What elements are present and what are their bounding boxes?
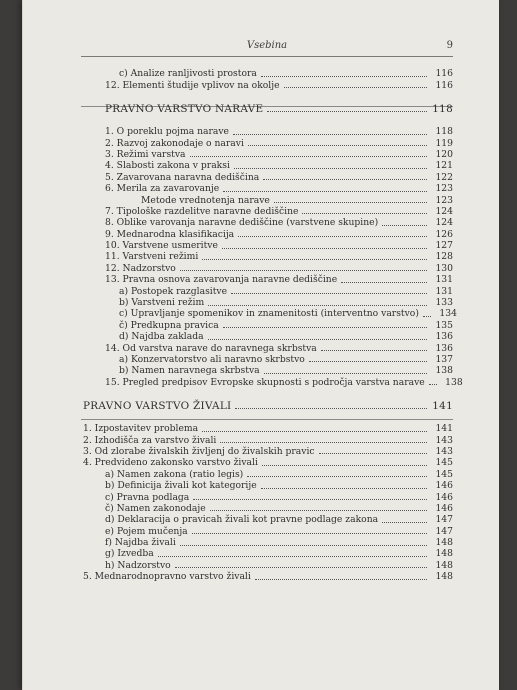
toc-entry-page: 127	[435, 240, 453, 252]
dot-leader	[382, 522, 427, 523]
toc-entry	[83, 285, 453, 296]
toc-entry-title: 5. Zavarovana naravna dediščina	[105, 171, 260, 183]
toc-entry-title: b) Varstveni režim	[119, 297, 205, 309]
dot-leader	[319, 453, 427, 454]
toc-entry-page: 119	[435, 137, 453, 149]
dot-leader	[238, 236, 427, 237]
toc-entry	[83, 68, 453, 79]
dot-leader	[274, 202, 427, 203]
toc-entry-page: 148	[435, 537, 453, 549]
toc-entry	[83, 446, 453, 457]
toc-entry-page: 138	[435, 365, 453, 377]
toc-entry	[83, 525, 453, 536]
dot-leader	[180, 545, 427, 546]
toc-entry-title: 3. Režimi varstva	[105, 148, 186, 160]
toc-entry-page: 146	[435, 480, 453, 492]
toc-entry-page: 131	[435, 274, 453, 286]
toc-entry-page: 123	[435, 194, 453, 206]
toc-entry-page: 143	[435, 445, 453, 457]
toc-entry-title: 1. O poreklu pojma narave	[105, 126, 229, 138]
toc-entry	[83, 571, 453, 582]
toc-entry-page: 122	[435, 171, 453, 183]
toc-entry-title: e) Pojem mučenja	[105, 525, 188, 537]
toc-entry-title: b) Definicija živali kot kategorije	[105, 480, 257, 492]
toc-entry-page: 118	[432, 102, 453, 115]
toc-entry	[83, 468, 453, 479]
toc-entry	[83, 228, 453, 239]
toc-entry	[83, 149, 453, 160]
toc-entry-title: a) Postopek razglasitve	[119, 285, 228, 297]
toc-entry	[83, 194, 453, 205]
toc-entry	[83, 171, 453, 182]
toc-entry-title: c) Upravljanje spomenikov in znamenitosti (interventno varstvo)	[119, 308, 419, 320]
dot-leader	[158, 556, 427, 557]
page-number: 9	[446, 40, 453, 51]
toc-entry-page: 134	[439, 308, 457, 320]
toc-entry-page: 120	[435, 148, 453, 160]
dot-leader	[180, 270, 427, 271]
dot-leader	[429, 384, 437, 385]
table-of-contents	[83, 68, 463, 583]
toc-entry-page: 138	[445, 376, 463, 388]
toc-entry	[83, 262, 453, 273]
toc-entry	[83, 308, 457, 320]
toc-entry	[83, 354, 453, 365]
dot-leader	[255, 579, 427, 580]
toc-entry	[83, 206, 453, 217]
dot-leader	[267, 111, 427, 112]
toc-entry-page: 116	[435, 68, 453, 80]
toc-entry-page: 147	[435, 514, 453, 526]
dot-leader	[263, 179, 427, 180]
dot-leader	[192, 533, 427, 534]
dot-leader	[284, 87, 427, 88]
toc-entry-page: 118	[435, 126, 453, 138]
toc-entry-title: 4. Predvideno zakonsko varstvo živali	[83, 457, 258, 469]
dot-leader	[233, 134, 427, 135]
toc-entry-title: 11. Varstveni režimi	[105, 251, 199, 263]
dot-leader	[202, 259, 427, 260]
toc-entry-title: h) Nadzorstvo	[105, 559, 171, 571]
toc-entry-page: 136	[435, 331, 453, 343]
toc-entry	[83, 319, 453, 330]
toc-entry-page: 126	[435, 228, 453, 240]
toc-entry-page: 116	[435, 79, 453, 91]
dot-leader	[321, 350, 427, 351]
toc-entry-page: 145	[435, 468, 453, 480]
dot-leader	[231, 293, 427, 294]
toc-entry-title: 9. Mednarodna klasifikacija	[105, 228, 235, 240]
toc-entry	[83, 240, 453, 251]
dot-leader	[223, 191, 427, 192]
toc-entry	[83, 183, 453, 194]
dot-leader	[247, 476, 427, 477]
toc-entry-title: 2. Razvoj zakonodaje o naravi	[105, 137, 244, 149]
spacer	[83, 388, 453, 399]
spacer	[83, 91, 453, 102]
toc-entry	[83, 160, 453, 171]
spacer	[83, 412, 453, 423]
dot-leader	[208, 305, 427, 306]
toc-entry-page: 136	[435, 342, 453, 354]
dot-leader	[235, 408, 427, 409]
toc-entry-page: 141	[435, 423, 453, 435]
toc-entry-title: č) Namen zakonodaje	[105, 502, 206, 514]
toc-entry	[83, 434, 453, 445]
running-title: Vsebina	[246, 40, 288, 51]
toc-entry-title: 14. Od varstva narave do naravnega skrbstva	[105, 342, 317, 354]
toc-entry	[83, 331, 453, 342]
dot-leader	[222, 248, 427, 249]
spacer	[83, 115, 453, 126]
toc-entry	[83, 503, 453, 514]
dot-leader	[220, 442, 427, 443]
toc-entry-page: 124	[435, 217, 453, 229]
dot-leader	[248, 145, 427, 146]
toc-entry	[83, 126, 453, 137]
toc-section-heading	[83, 399, 453, 412]
toc-entry-title: c) Pravna podlaga	[105, 491, 190, 503]
toc-entry	[83, 137, 453, 148]
toc-entry-title: PRAVNO VARSTVO ŽIVALI	[83, 399, 232, 412]
toc-entry-page: 143	[435, 434, 453, 446]
toc-entry-title: 1. Izpostavitev problema	[83, 423, 199, 435]
toc-entry	[83, 217, 453, 228]
dot-leader	[175, 567, 427, 568]
dot-leader	[264, 373, 427, 374]
toc-entry-title: 10. Varstvene usmeritve	[105, 240, 218, 252]
toc-entry-page: 124	[435, 205, 453, 217]
toc-entry-page: 130	[435, 262, 453, 274]
toc-section-heading	[83, 102, 453, 115]
toc-entry-page: 147	[435, 525, 453, 537]
toc-entry-title: 4. Slabosti zakona v praksi	[105, 160, 230, 172]
toc-entry-title: 5. Mednarodnopravno varstvo živali	[83, 571, 251, 583]
toc-entry-title: 15. Pregled predpisov Evropske skupnosti s področja varstva narave	[105, 376, 425, 388]
toc-entry	[83, 251, 453, 262]
dot-leader	[208, 339, 427, 340]
toc-entry-page: 137	[435, 353, 453, 365]
toc-entry	[83, 342, 453, 353]
toc-entry-title: a) Konzervatorstvo ali naravno skrbstvo	[119, 353, 305, 365]
toc-entry-title: d) Deklaracija o pravicah živali kot pravne podlage zakona	[105, 514, 379, 526]
dot-leader	[210, 510, 427, 511]
toc-entry-page: 146	[435, 502, 453, 514]
toc-entry-title: Metode vrednotenja narave	[141, 194, 270, 206]
toc-entry-page: 145	[435, 457, 453, 469]
toc-entry-title: d) Najdba zaklada	[119, 331, 204, 343]
toc-entry-title: PRAVNO VARSTVO NARAVE	[105, 102, 264, 115]
toc-entry-title: c) Analize ranljivosti prostora	[119, 68, 257, 80]
dot-leader	[193, 499, 427, 500]
dot-leader	[341, 282, 427, 283]
dot-leader	[223, 327, 427, 328]
toc-entry-title: f) Najdba živali	[105, 537, 176, 549]
toc-entry-title: g) Izvedba	[105, 548, 154, 560]
toc-entry-page: 148	[435, 559, 453, 571]
toc-entry-title: a) Namen zakona (ratio legis)	[105, 468, 244, 480]
toc-entry-title: 8. Oblike varovanja naravne dediščine (varstvene skupine)	[105, 217, 379, 229]
toc-entry	[83, 79, 453, 90]
toc-entry-page: 146	[435, 491, 453, 503]
toc-entry	[83, 548, 453, 559]
toc-entry-page: 131	[435, 285, 453, 297]
toc-entry-page: 141	[432, 399, 453, 412]
dot-leader	[262, 465, 427, 466]
dot-leader	[382, 225, 427, 226]
dot-leader	[302, 213, 427, 214]
dot-leader	[309, 361, 427, 362]
toc-entry	[83, 480, 453, 491]
toc-entry-page: 133	[435, 297, 453, 309]
toc-entry-title: 12. Nadzorstvo	[105, 262, 176, 274]
toc-entry-title: 13. Pravna osnova zavarovanja naravne dediščine	[105, 274, 338, 286]
toc-entry	[83, 491, 453, 502]
toc-entry	[83, 376, 463, 388]
dot-leader	[190, 156, 427, 157]
toc-entry	[83, 537, 453, 548]
toc-entry	[83, 423, 453, 434]
toc-entry-page: 148	[435, 571, 453, 583]
toc-entry-title: b) Namen naravnega skrbstva	[119, 365, 260, 377]
toc-entry	[83, 365, 453, 376]
dot-leader	[261, 76, 427, 77]
dot-leader	[423, 316, 431, 317]
toc-entry-title: 7. Tipološke razdelitve naravne dediščine	[105, 205, 299, 217]
toc-entry	[83, 559, 453, 570]
toc-entry-page: 128	[435, 251, 453, 263]
toc-entry	[83, 297, 453, 308]
toc-entry-title: 12. Elementi študije vplivov na okolje	[105, 79, 280, 91]
toc-entry-page: 123	[435, 183, 453, 195]
toc-entry	[83, 274, 453, 285]
toc-entry-title: 6. Merila za zavarovanje	[105, 183, 220, 195]
toc-entry-page: 121	[435, 160, 453, 172]
toc-entry-title: č) Predkupna pravica	[119, 319, 219, 331]
toc-entry-title: 2. Izhodišča za varstvo živali	[83, 434, 217, 446]
toc-entry-page: 148	[435, 548, 453, 560]
book-page	[22, 0, 499, 690]
toc-entry-page: 135	[435, 319, 453, 331]
dot-leader	[202, 431, 427, 432]
dot-leader	[261, 488, 427, 489]
toc-entry	[83, 514, 453, 525]
toc-entry	[83, 457, 453, 468]
toc-entry-title: 3. Od zlorabe živalskih življenj do živalskih pravic	[83, 445, 315, 457]
dot-leader	[234, 168, 427, 169]
running-header	[81, 40, 453, 57]
